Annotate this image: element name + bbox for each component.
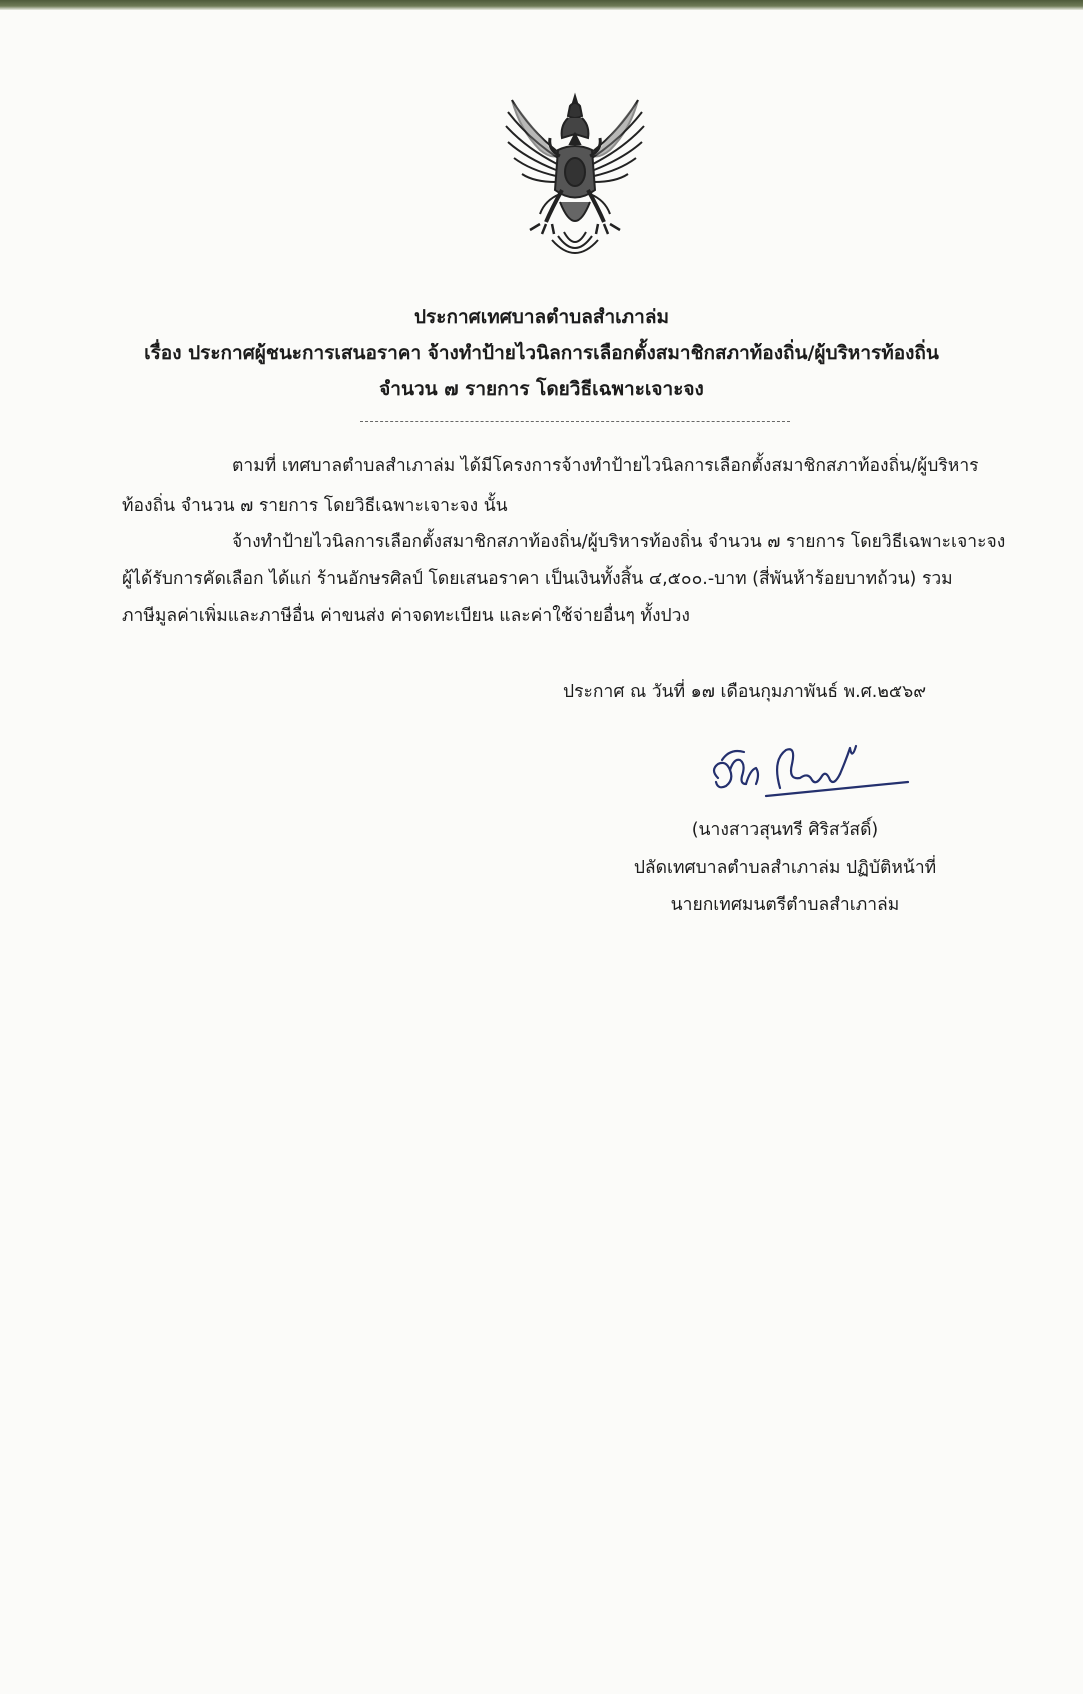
- signatory-position-line2: นายกเทศมนตรีตำบลสำเภาล่ม: [670, 895, 900, 915]
- announcement-date: ประกาศ ณ วันที่ ๑๗ เดือนกุมภาพันธ์ พ.ศ.๒๕๖๙: [563, 682, 927, 702]
- handwritten-signature: [700, 730, 920, 810]
- heading-divider: [360, 421, 790, 422]
- body-paragraph1-line2: ท้องถิ่น จำนวน ๗ รายการ โดยวิธีเฉพาะเจาะจง นั้น: [122, 496, 508, 516]
- body-paragraph2-line1: จ้างทำป้ายไวนิลการเลือกตั้งสมาชิกสภาท้องถิ่น/ผู้บริหารท้องถิ่น จำนวน ๗ รายการ โดยวิธีเฉพาะเจาะจง: [232, 532, 1006, 552]
- announcement-subject: เรื่อง ประกาศผู้ชนะการเสนอราคา จ้างทำป้ายไวนิลการเลือกตั้งสมาชิกสภาท้องถิ่น/ผู้บริหารท้องถิ่น: [144, 342, 939, 364]
- signatory-name: (นางสาวสุนทรี ศิริสวัสดิ์): [691, 820, 879, 840]
- body-paragraph2-line3: ภาษีมูลค่าเพิ่มและภาษีอื่น ค่าขนส่ง ค่าจดทะเบียน และค่าใช้จ่ายอื่นๆ ทั้งปวง: [122, 606, 690, 626]
- signatory-position-line1: ปลัดเทศบาลตำบลสำเภาล่ม ปฏิบัติหน้าที่: [633, 858, 937, 878]
- announcement-subject-line2: จำนวน ๗ รายการ โดยวิธีเฉพาะเจาะจง: [379, 378, 704, 400]
- garuda-emblem-icon: [500, 90, 650, 265]
- body-paragraph1-line1: ตามที่ เทศบาลตำบลสำเภาล่ม ได้มีโครงการจ้างทำป้ายไวนิลการเลือกตั้งสมาชิกสภาท้องถิ่น/ผู้บริหาร: [232, 456, 979, 476]
- scan-top-edge: [0, 0, 1083, 10]
- announcement-org-title: ประกาศเทศบาลตำบลสำเภาล่ม: [414, 306, 669, 328]
- body-paragraph2-line2: ผู้ได้รับการคัดเลือก ได้แก่ ร้านอักษรศิลป์ โดยเสนอราคา เป็นเงินทั้งสิ้น ๔,๕๐๐.-บาท (สี่พันห้าร้อยบาทถ้วน) รวม: [122, 569, 953, 589]
